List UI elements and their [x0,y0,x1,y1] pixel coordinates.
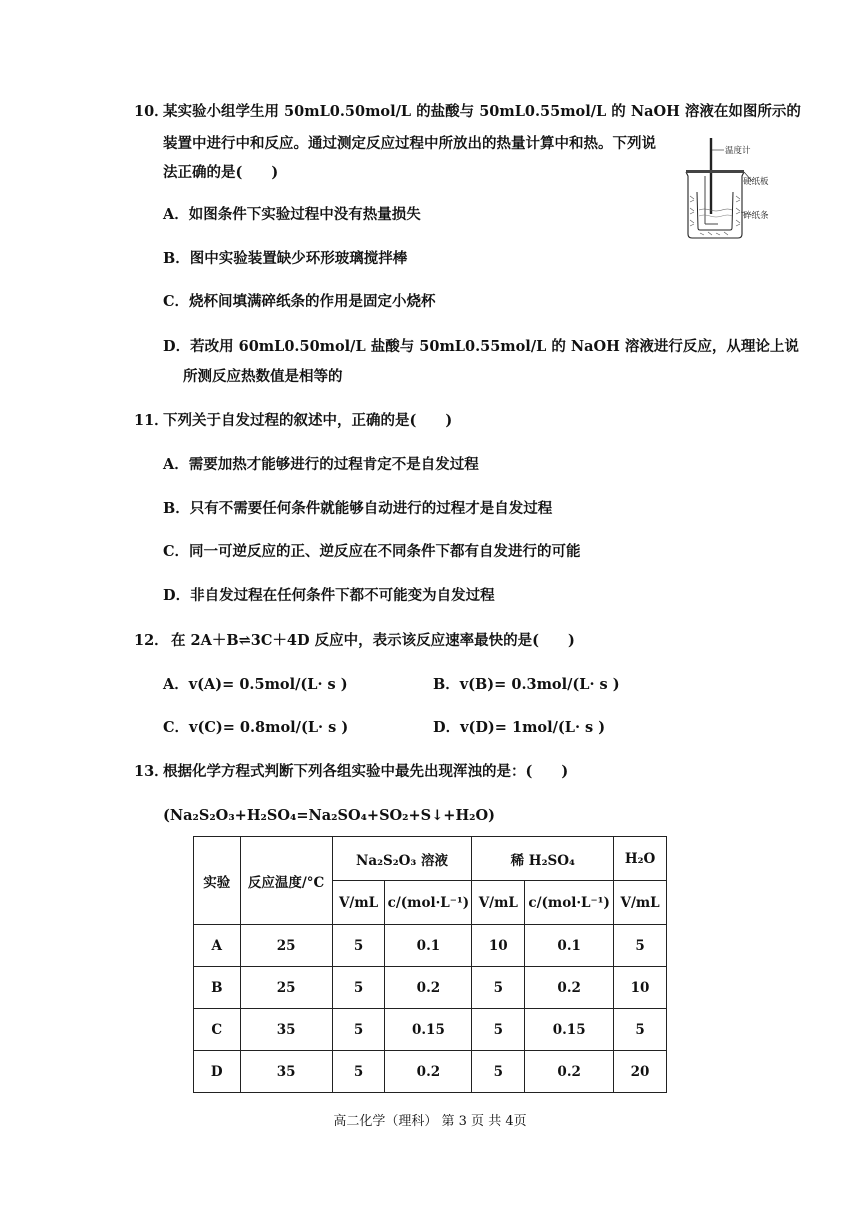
page-footer: 高二化学（理科） 第 3 页 共 4页 [333,1114,527,1129]
q13-stem: 根据化学方程式判断下列各组实验中最先出现浑浊的是：( ) [163,763,569,780]
table-cell: 0.1 [525,925,614,967]
table-cell: 25 [240,967,332,1009]
q11-number: 11． [134,412,169,429]
experiment-table [193,836,667,1093]
q11-option-d: D．非自发过程在任何条件下都不可能变为自发过程 [163,587,495,604]
table-cell: 25 [240,925,332,967]
table-cell: 5 [332,1009,385,1051]
table-cell: B [194,967,241,1009]
table-cell: 0.2 [525,1051,614,1093]
table-row [194,1051,667,1093]
table-cell: 5 [332,925,385,967]
paper-strips-label: 碎纸条 [743,211,769,221]
cardboard-icon [686,170,744,173]
table-cell: 0.2 [385,1051,472,1093]
q10-stem-line1: 某实验小组学生用 50mL0.50mol/L 的盐酸与 50mL0.55mol/L 的 NaOH 溶液在如图所示的 [163,103,801,120]
q10-option-b: B．图中实验装置缺少环形玻璃搅拌棒 [163,250,408,267]
subheader-v: V/mL [332,881,385,925]
header-experiment: 实验 [194,837,241,925]
q10-option-a: A．如图条件下实验过程中没有热量损失 [163,206,421,223]
q11-option-c: C．同一可逆反应的正、逆反应在不同条件下都有自发进行的可能 [163,543,581,560]
table-cell: A [194,925,241,967]
header-na2s2o3: Na₂S₂O₃ 溶液 [332,837,472,881]
q10-stem-line2: 装置中进行中和反应。通过测定反应过程中所放出的热量计算中和热。下列说 [163,135,656,152]
table-row [194,925,667,967]
header-h2so4: 稀 H₂SO₄ [472,837,614,881]
subheader-v: V/mL [614,881,667,925]
table-cell: 35 [240,1051,332,1093]
q13-equation: (Na₂S₂O₃+H₂SO₄=Na₂SO₄+SO₂+S↓+H₂O) [163,807,495,824]
table-cell: 0.15 [525,1009,614,1051]
q13-number: 13． [134,763,169,780]
calorimeter-apparatus-figure [680,136,780,246]
q12-number: 12． [134,632,169,649]
table-cell: 0.2 [525,967,614,1009]
thermometer-label: 温度计 [725,146,751,156]
table-cell: 5 [332,967,385,1009]
q10-option-d-line2: 所测反应热数值是相等的 [183,368,343,385]
table-row [194,1009,667,1051]
table-cell: 0.1 [385,925,472,967]
q11-option-a: A．需要加热才能够进行的过程肯定不是自发过程 [163,456,479,473]
table-cell: C [194,1009,241,1051]
cardboard-label: 硬纸板 [743,177,769,187]
table-cell: 5 [472,1009,525,1051]
table-cell: 5 [614,925,667,967]
q12-option-b: B．v(B)= 0.3mol/(L· s ) [433,676,620,693]
q11-stem: 下列关于自发过程的叙述中，正确的是( ) [163,412,453,429]
table-cell: 10 [614,967,667,1009]
q12-option-a: A．v(A)= 0.5mol/(L· s ) [163,676,348,693]
q12-option-d: D．v(D)= 1mol/(L· s ) [433,719,606,736]
table-cell: 10 [472,925,525,967]
q11-option-b: B．只有不需要任何条件就能够自动进行的过程才是自发过程 [163,500,553,517]
q10-number: 10． [134,103,169,120]
header-temperature: 反应温度/°C [240,837,332,925]
table-cell: 20 [614,1051,667,1093]
table-cell: 5 [332,1051,385,1093]
subheader-c: c/(mol·L⁻¹) [385,881,472,925]
q10-option-c: C．烧杯间填满碎纸条的作用是固定小烧杯 [163,293,436,310]
table-cell: 5 [472,967,525,1009]
q12-option-c: C．v(C)= 0.8mol/(L· s ) [163,719,349,736]
table-cell: 5 [472,1051,525,1093]
outer-beaker-icon [686,172,744,238]
table-cell: 35 [240,1009,332,1051]
subheader-c: c/(mol·L⁻¹) [525,881,614,925]
table-cell: 0.2 [385,967,472,1009]
header-h2o: H₂O [614,837,667,881]
q10-stem-line3: 法正确的是( ) [163,164,279,181]
table-cell: 0.15 [385,1009,472,1051]
table-cell: 5 [614,1009,667,1051]
q10-option-d-line1: D．若改用 60mL0.50mol/L 盐酸与 50mL0.55mol/L 的 NaOH 溶液进行反应，从理论上说 [163,338,799,355]
table-row [194,967,667,1009]
table-cell: D [194,1051,241,1093]
subheader-v: V/mL [472,881,525,925]
q12-stem: 在 2A＋B⇌3C＋4D 反应中，表示该反应速率最快的是( ) [171,632,575,649]
